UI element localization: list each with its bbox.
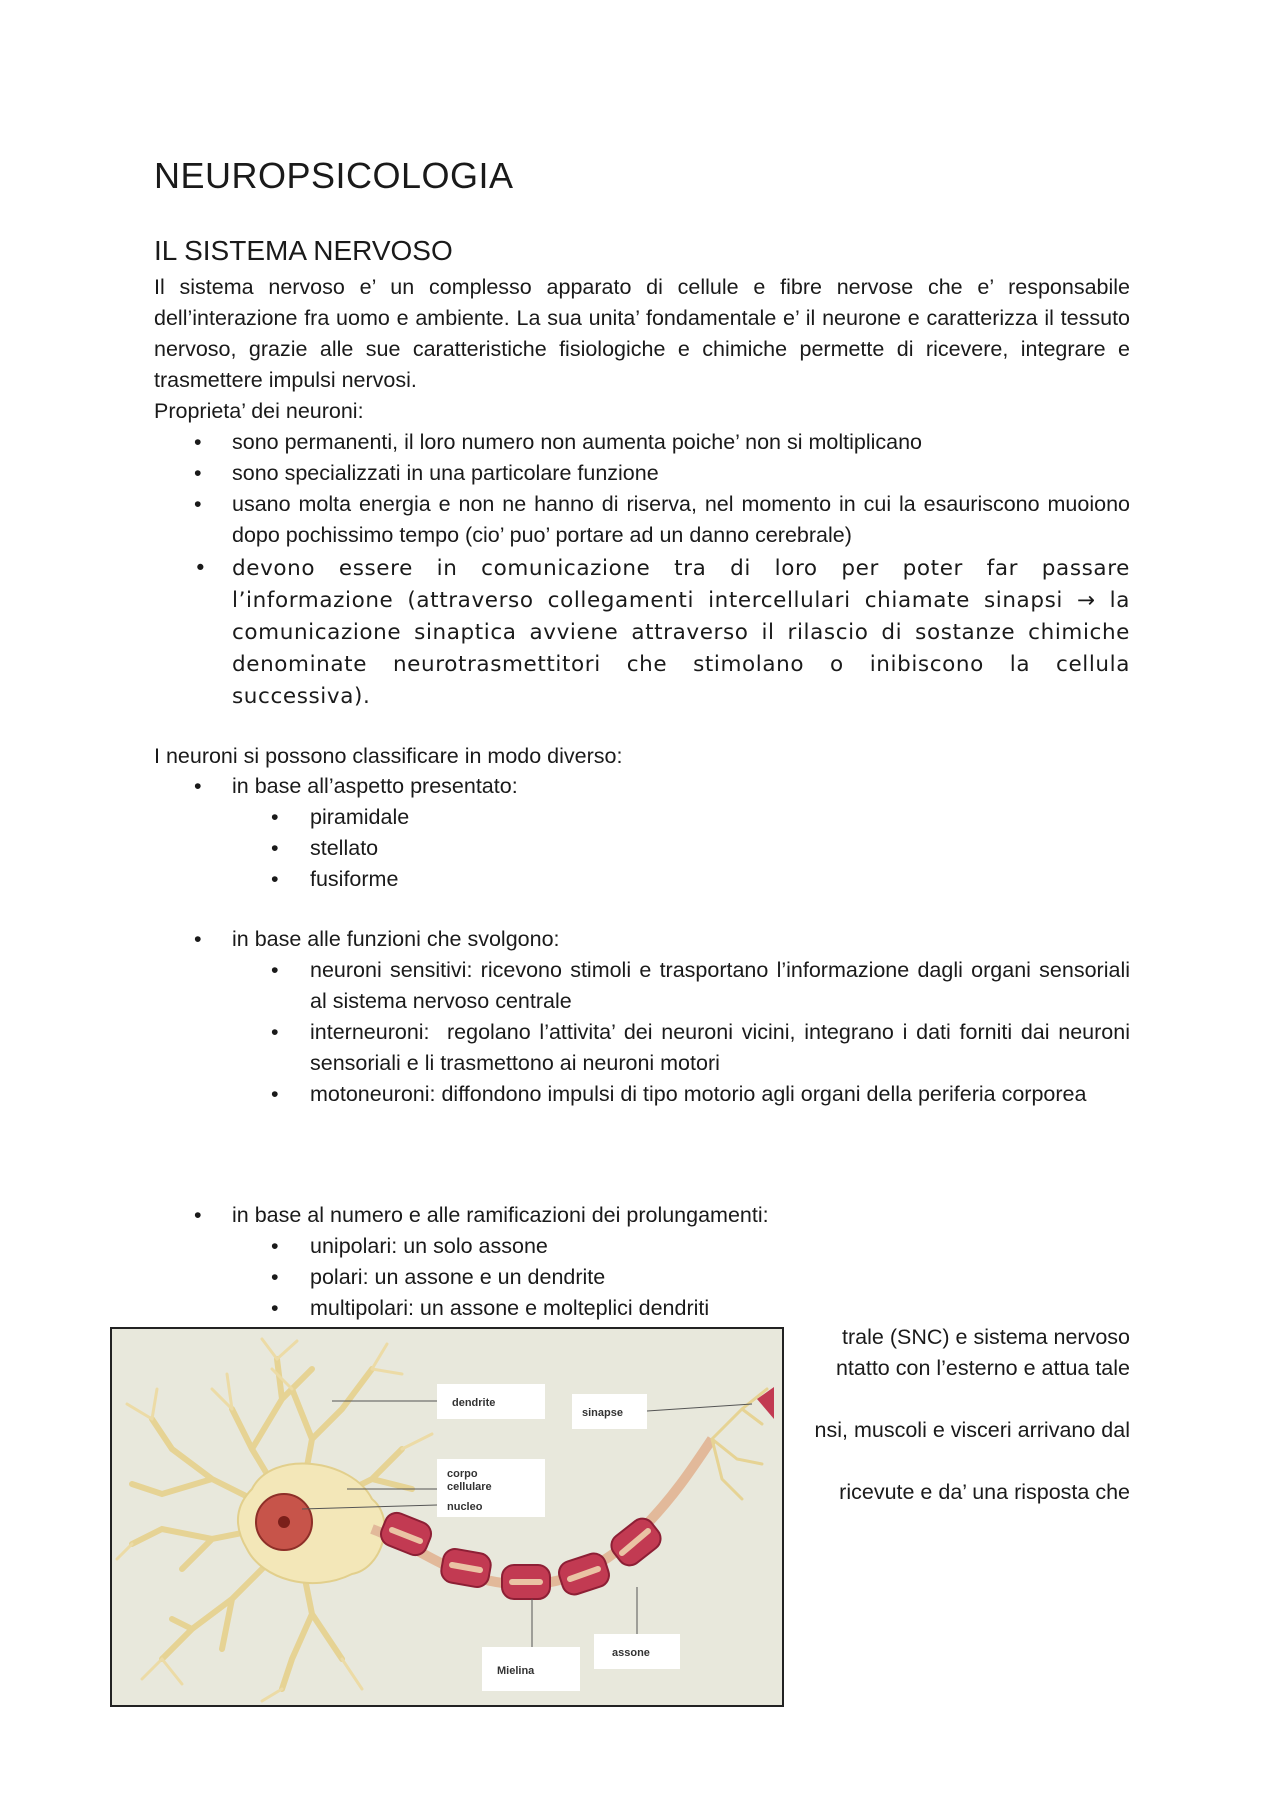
list-item: • sono permanenti, il loro numero non aumenta poiche’ non si moltiplicano <box>154 427 1130 458</box>
list-item: • interneuroni: regolano l’attivita’ dei neuroni vicini, integrano i dati forniti dai neuroni sensoriali e li trasmettono ai neuroni motori <box>154 1017 1130 1079</box>
classify-title: I neuroni si possono classificare in modo diverso: <box>154 744 623 768</box>
bullet-icon: • <box>194 556 208 581</box>
bullet-icon: • <box>194 492 202 516</box>
axon-label: assone <box>612 1647 650 1659</box>
bullet-icon: • <box>271 1082 279 1106</box>
classification-group <box>154 1200 1130 1324</box>
bullet-icon: • <box>271 805 279 829</box>
bullet-icon: • <box>194 430 202 454</box>
bullet-icon: • <box>271 1234 279 1258</box>
bullet-icon: • <box>271 1020 279 1044</box>
list-item: • in base all’aspetto presentato: <box>154 771 1130 802</box>
bullet-icon: • <box>271 836 279 860</box>
snc-paragraph-partial: trale (SNC) e sistema nervoso ntatto con l’esterno e attua tale nsi, muscoli e visceri arrivano dal ricevute e da’ una risposta che <box>814 1325 1130 1504</box>
bullet-icon: • <box>271 1265 279 1289</box>
page-title: NEUROPSICOLOGIA <box>154 155 514 196</box>
cell-body-label-1: corpo <box>447 1468 478 1480</box>
list-item: • in base alle funzioni che svolgono: <box>154 924 1130 955</box>
list-item: • in base al numero e alle ramificazioni dei prolungamenti: <box>154 1200 1130 1231</box>
list-item: • neuroni sensitivi: ricevono stimoli e trasportano l’informazione dagli organi sensoriali al sistema nervoso centrale <box>154 955 1130 1017</box>
bullet-icon: • <box>194 774 202 798</box>
list-item: • usano molta energia e non ne hanno di riserva, nel momento in cui la esauriscono muoiono dopo pochissimo tempo (cio’ puo’ portare ad un danno cerebrale) <box>154 489 1130 551</box>
list-item: • polari: un assone e un dendrite <box>154 1262 1130 1293</box>
bullet-icon: • <box>194 461 202 485</box>
bullet-icon: • <box>271 1296 279 1320</box>
properties-list <box>154 427 1130 713</box>
bullet-icon: • <box>271 867 279 891</box>
classification-group <box>154 924 1136 1110</box>
intro-paragraph: Il sistema nervoso e’ un complesso apparato di cellule e fibre nervose che e’ responsabile dell’interazione fra uomo e ambiente. La sua unita’ fondamentale e’ il neurone e caratterizza il tessuto nervoso, grazie alle sue caratteristiche fisiologiche e chimiche permette di ricevere, integrare e trasmettere impulsi nervosi. <box>154 275 1130 392</box>
cell-body-label-2: cellulare <box>447 1481 492 1493</box>
list-item: • piramidale <box>154 802 1130 833</box>
neuron-svg <box>112 1329 782 1705</box>
list-item: • sono specializzati in una particolare funzione <box>154 458 1130 489</box>
nucleus-label: nucleo <box>447 1501 483 1513</box>
bullet-icon: • <box>271 958 279 982</box>
properties-title: Proprieta’ dei neuroni: <box>154 399 364 423</box>
myelin-label: Mielina <box>497 1665 535 1677</box>
list-item: • stellato <box>154 833 1130 864</box>
dendrite-label: dendrite <box>452 1397 496 1409</box>
list-item: • motoneuroni: diffondono impulsi di tipo motorio agli organi della periferia corporea <box>154 1079 1130 1110</box>
neuron-diagram <box>110 1327 784 1707</box>
bullet-icon: • <box>194 927 202 951</box>
list-item: • devono essere in comunicazione tra di loro per poter far passare l’informazione (attraverso collegamenti intercellulari chiamate sinapsi → la comunicazione sinaptica avviene attraverso il rilascio di sostanze chimiche denominate neurotrasmettitori che stimolano o inibiscono la cellula successiva). <box>154 553 1130 713</box>
list-item: • unipolari: un solo assone <box>154 1231 1130 1262</box>
list-item: • fusiforme <box>154 864 1130 895</box>
synapse-label: sinapse <box>582 1407 623 1419</box>
bullet-icon: • <box>194 1203 202 1227</box>
classification-group <box>154 771 1130 895</box>
list-item: • multipolari: un assone e molteplici dendriti <box>154 1293 1130 1324</box>
section-title: IL SISTEMA NERVOSO <box>154 235 453 266</box>
